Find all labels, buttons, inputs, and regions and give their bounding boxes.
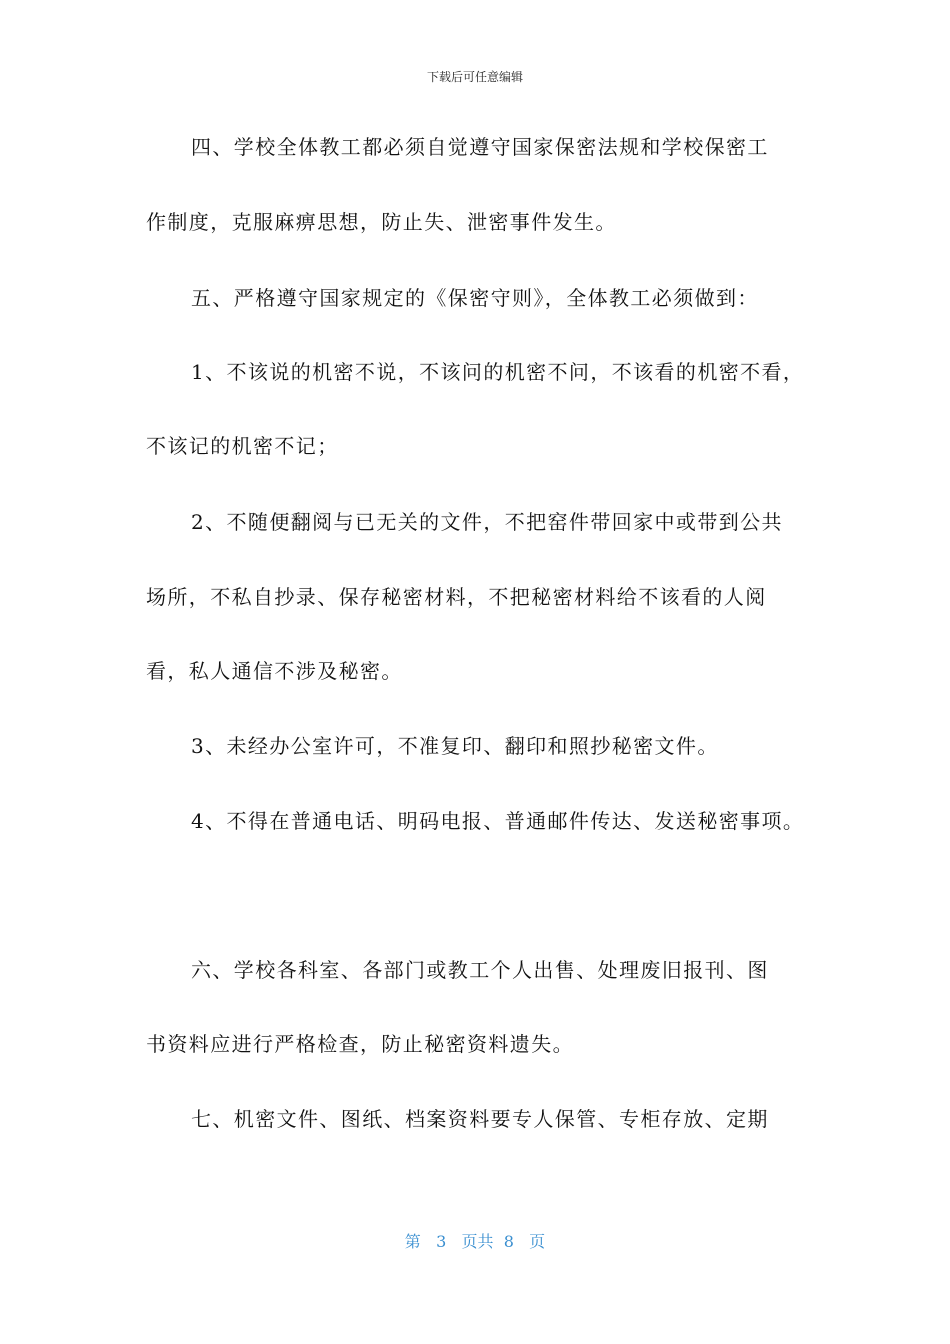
footer-middle: 页共 <box>461 1232 494 1251</box>
paragraph-line: 2、不随便翻阅与已无关的文件，不把窑件带回家中或带到公共 <box>191 510 783 534</box>
footer-current-page: 3 <box>436 1232 447 1251</box>
paragraph-line: 场所，不私自抄录、保存秘密材料，不把秘密材料给不该看的人阅 <box>146 585 767 609</box>
paragraph-line: 不该记的机密不记； <box>146 434 339 458</box>
paragraph-line: 六、学校各科室、各部门或教工个人出售、处理废旧报刊、图 <box>191 958 769 982</box>
page-header-note: 下载后可任意编辑 <box>426 70 523 84</box>
paragraph-line: 4、不得在普通电话、明码电报、普通邮件传达、发送秘密事项。 <box>191 809 805 833</box>
paragraph-line: 1、不该说的机密不说，不该问的机密不问，不该看的机密不看， <box>191 360 805 384</box>
paragraph-line: 作制度，克服麻痹思想，防止失、泄密事件发生。 <box>146 210 617 234</box>
paragraph-line: 七、机密文件、图纸、档案资料要专人保管、专柜存放、定期 <box>191 1107 769 1131</box>
footer-total-pages: 8 <box>503 1232 514 1251</box>
paragraph-line: 书资料应进行严格检查，防止秘密资料遗失。 <box>146 1032 574 1056</box>
footer-prefix: 第 <box>404 1232 421 1251</box>
paragraph-line: 3、未经办公室许可，不准复印、翻印和照抄秘密文件。 <box>191 734 719 758</box>
page-footer <box>0 1229 950 1252</box>
footer-suffix: 页 <box>529 1232 546 1251</box>
paragraph-line: 四、学校全体教工都必须自觉遵守国家保密法规和学校保密工 <box>191 135 769 159</box>
paragraph-line: 五、严格遵守国家规定的《保密守则》，全体教工必须做到： <box>191 286 759 310</box>
paragraph-line: 看，私人通信不涉及秘密。 <box>146 659 403 683</box>
